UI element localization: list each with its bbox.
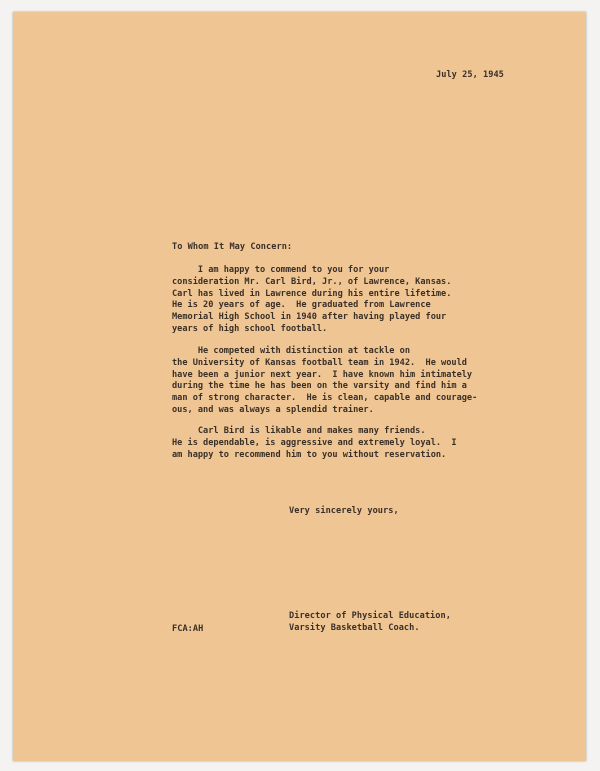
paragraph-3-line: Carl Bird is likable and makes many friends.: [172, 426, 426, 436]
paragraph-1-line: He is 20 years of age. He graduated from Lawrence: [172, 300, 431, 311]
paragraph-2-line: man of strong character. He is clean, capable and courage-: [172, 393, 478, 404]
paragraph-1-line: Carl has lived in Lawrence during his entire lifetime.: [172, 288, 452, 299]
signature-title-2: Varsity Basketball Coach.: [289, 623, 420, 633]
salutation: To Whom It May Concern:: [172, 242, 293, 252]
paragraph-1: [172, 265, 532, 336]
paragraph-2-line: during the time he has been on the varsity and find him a: [172, 381, 467, 392]
paragraph-2: [172, 346, 532, 417]
paragraph-1-line: consideration Mr. Carl Bird, Jr., of Lawrence, Kansas.: [172, 276, 452, 287]
initials: FCA:AH: [172, 624, 204, 634]
closing: Very sincerely yours,: [289, 506, 399, 516]
paragraph-3-line: am happy to recommend him to you without reservation.: [172, 449, 447, 460]
paragraph-1-line: years of high school football.: [172, 323, 328, 334]
paragraph-2-line: ous, and was always a splendid trainer.: [172, 404, 374, 415]
paragraph-3: [172, 426, 532, 461]
letter-date: July 25, 1945: [436, 70, 504, 80]
paragraph-1-line: I am happy to commend to you for your: [172, 265, 390, 275]
paragraph-2-line: He competed with distinction at tackle on: [172, 346, 410, 356]
signature-title-1: Director of Physical Education,: [289, 611, 451, 621]
paragraph-2-line: have been a junior next year. I have known him intimately: [172, 369, 473, 380]
letter-page: [13, 12, 586, 761]
paragraph-2-line: the University of Kansas football team in 1942. He would: [172, 357, 467, 368]
paragraph-3-line: He is dependable, is aggressive and extremely loyal. I: [172, 437, 457, 448]
paragraph-1-line: Memorial High School in 1940 after having played four: [172, 312, 447, 323]
